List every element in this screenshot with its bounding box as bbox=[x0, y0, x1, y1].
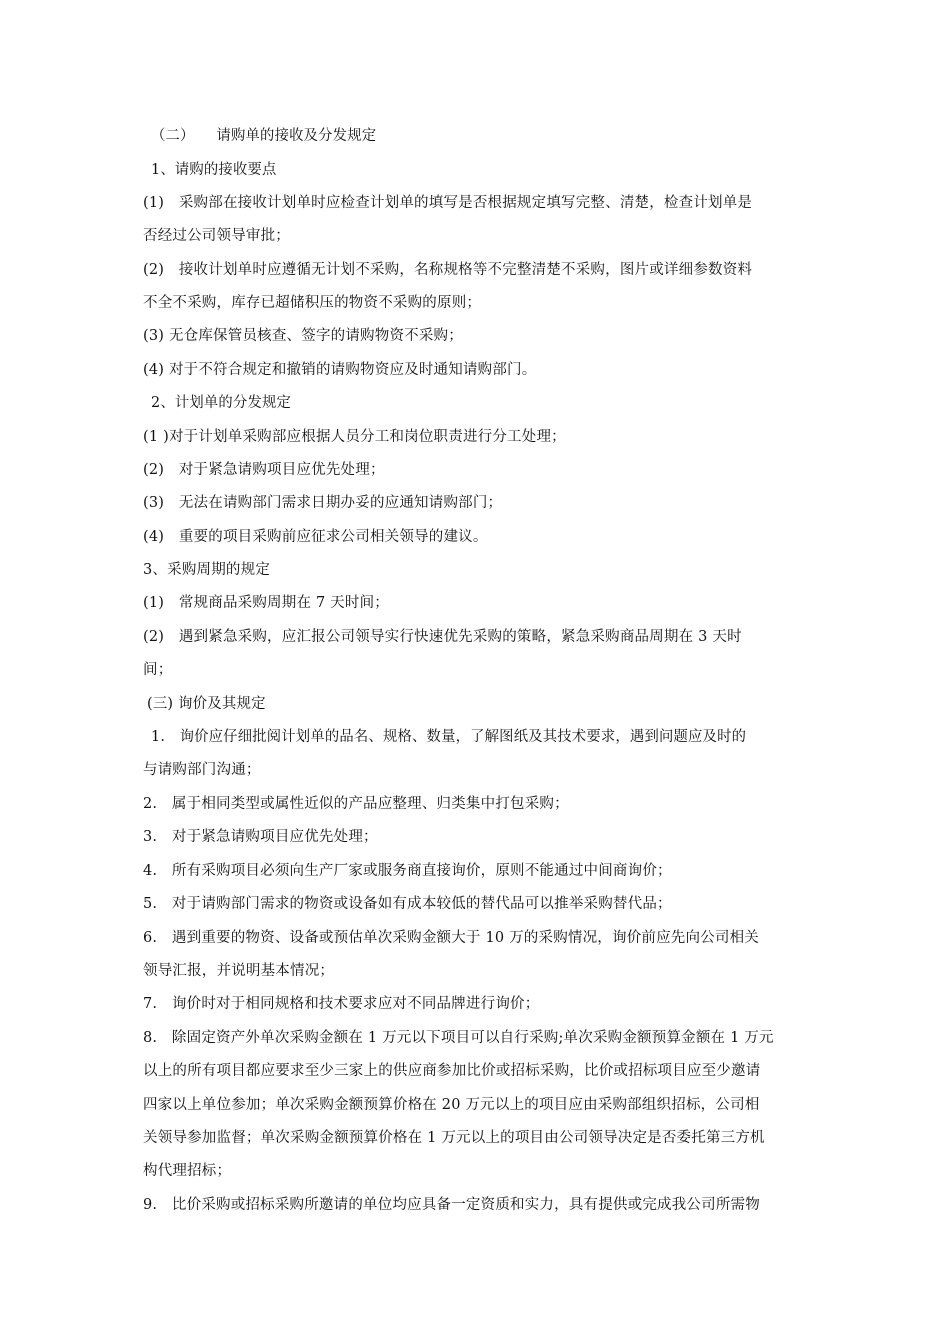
text-line: 3. 对于紧急请购项目应优先处理； bbox=[143, 829, 378, 845]
text-line: 四家以上单位参加；单次采购金额预算价格在 20 万元以上的项目应由采购部组织招标，公司相 bbox=[143, 1097, 760, 1113]
subsection-heading-2: 2、计划单的分发规定 bbox=[151, 395, 292, 411]
text-line: 领导汇报，并说明基本情况； bbox=[143, 963, 335, 979]
text-line: (4) 对于不符合规定和撤销的请购物资应及时通知请购部门。 bbox=[143, 362, 537, 378]
text-line: 7. 询价时对于相同规格和技术要求应对不同品牌进行询价； bbox=[143, 996, 540, 1012]
text-line: (2) 遇到紧急采购，应汇报公司领导实行快速优先采购的策略，紧急采购商品周期在 3 天时 bbox=[143, 629, 742, 645]
subsection-heading-3: 3、采购周期的规定 bbox=[143, 562, 271, 578]
text-line: (1 )对于计划单采购部应根据人员分工和岗位职责进行分工处理； bbox=[143, 429, 566, 445]
text-line: 以上的所有项目都应要求至少三家上的供应商参加比价或招标采购，比价或招标项目应至少邀请 bbox=[143, 1063, 761, 1079]
section-heading-2: （二） 请购单的接收及分发规定 bbox=[151, 128, 377, 144]
text-line: (1) 采购部在接收计划单时应检查计划单的填写是否根据规定填写完整、清楚，检查计划单是 bbox=[143, 195, 753, 211]
text-line: 与请购部门沟通； bbox=[143, 762, 261, 778]
text-line: 8. 除固定资产外单次采购金额在 1 万元以下项目可以自行采购;单次采购金额预算金额在 1 万元 bbox=[143, 1030, 774, 1046]
text-line: 否经过公司领导审批； bbox=[143, 228, 290, 244]
text-line: (3) 无法在请购部门需求日期办妥的应通知请购部门； bbox=[143, 495, 503, 511]
text-line: 5. 对于请购部门需求的物资或设备如有成本较低的替代品可以推举采购替代品； bbox=[143, 896, 672, 912]
subsection-heading-1: 1、请购的接收要点 bbox=[151, 162, 277, 178]
text-line: (2) 对于紧急请购项目应优先处理； bbox=[143, 462, 385, 478]
text-line: (4) 重要的项目采购前应征求公司相关领导的建议。 bbox=[143, 529, 488, 545]
text-line: 构代理招标； bbox=[143, 1163, 232, 1179]
text-line: 4. 所有采购项目必须向生产厂家或服务商直接询价，原则不能通过中间商询价； bbox=[143, 863, 672, 879]
text-line: 6. 遇到重要的物资、设备或预估单次采购金额大于 10 万的采购情况，询价前应先向公司相关 bbox=[143, 930, 759, 946]
text-line: 9. 比价采购或招标采购所邀请的单位均应具备一定资质和实力，具有提供或完成我公司所需物 bbox=[143, 1197, 760, 1213]
text-line: (1) 常规商品采购周期在 7 天时间； bbox=[143, 595, 389, 611]
text-line: 2. 属于相同类型或属性近似的产品应整理、归类集中打包采购； bbox=[143, 796, 569, 812]
text-line: (3) 无仓库保管员核查、签字的请购物资不采购； bbox=[143, 328, 463, 344]
text-line: 不全不采购，库存已超储积压的物资不采购的原则； bbox=[143, 295, 482, 311]
text-line: (2) 接收计划单时应遵循无计划不采购，名称规格等不完整清楚不采购，图片或详细参数资料 bbox=[143, 262, 753, 278]
text-line: 间； bbox=[143, 662, 173, 678]
section-heading-3: (三) 询价及其规定 bbox=[147, 696, 266, 712]
text-line: 关领导参加监督；单次采购金额预算价格在 1 万元以上的项目由公司领导决定是否委托第三方机 bbox=[143, 1130, 765, 1146]
text-line: 1. 询价应仔细批阅计划单的品名、规格、数量，了解图纸及其技术要求，遇到问题应及时的 bbox=[151, 729, 747, 745]
